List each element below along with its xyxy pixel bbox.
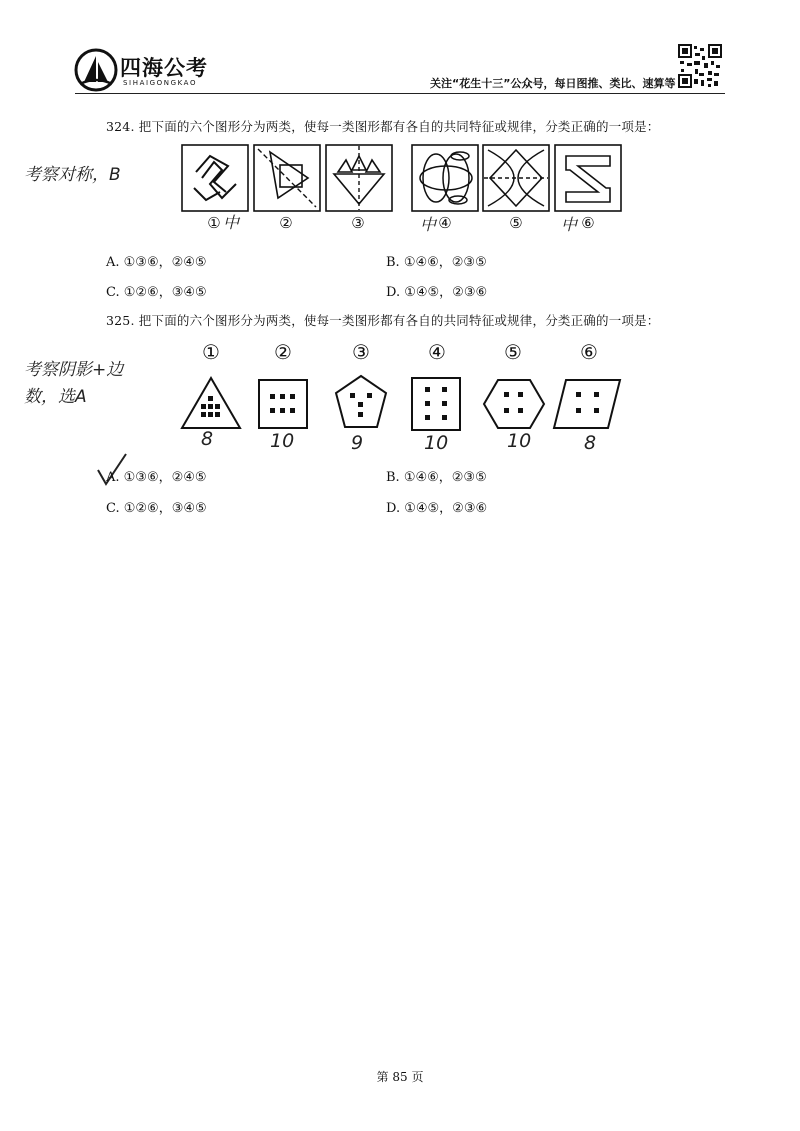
q324-mark-6: 中 — [561, 215, 578, 234]
q325-label-6: ⑥ — [580, 340, 598, 364]
q324-option-c: C. ①②⑥，③④⑤ — [106, 285, 207, 300]
q324-option-d: D. ①④⑤，②③⑥ — [386, 285, 488, 300]
q325-count-5: 10 — [507, 430, 532, 452]
q325-figure-6-parallelogram — [554, 380, 620, 428]
q325-option-c: C. ①②⑥，③④⑤ — [106, 501, 207, 516]
q325-count-2: 10 — [270, 430, 295, 452]
q325-count-3: 9 — [351, 432, 364, 454]
q325-option-a: A. ①③⑥，②④⑤ — [106, 470, 207, 485]
q324-option-a: A. ①③⑥，②④⑤ — [106, 255, 207, 270]
q324-label-5: ⑤ — [509, 214, 523, 232]
q325-label-1: ① — [202, 340, 220, 364]
brand-name: 四海公考 — [120, 56, 208, 80]
question-325-figures — [0, 0, 800, 460]
q324-option-b: B. ①④⑥，②③⑤ — [386, 255, 487, 270]
q325-label-2: ② — [274, 340, 292, 364]
q325-label-5: ⑤ — [504, 340, 522, 364]
q325-label-4: ④ — [428, 340, 446, 364]
q324-label-3: ③ — [351, 214, 365, 232]
q325-figure-2-square — [259, 380, 307, 428]
question-324-text: 324. 把下面的六个图形分为两类，使每一类图形都有各自的共同特征或规律，分类正确的一项是： — [106, 119, 660, 134]
header-note: 关注“花生十三”公众号，每日图推、类比、速算等 — [430, 77, 676, 90]
q325-option-d: D. ①④⑤，②③⑥ — [386, 501, 488, 516]
q325-figure-3-pentagon — [336, 376, 386, 427]
q324-label-6: ⑥ — [581, 214, 595, 232]
handwritten-note-325-line2: 数，选A — [24, 387, 87, 407]
q324-label-1: ① — [207, 214, 221, 232]
brand-pinyin: SIHAIGONGKAO — [123, 79, 198, 87]
q325-count-6: 8 — [584, 432, 597, 454]
q324-label-4: ④ — [438, 214, 452, 232]
page-number: 第 85 页 — [376, 1070, 424, 1084]
q325-count-1: 8 — [201, 428, 214, 450]
q324-label-2: ② — [279, 214, 293, 232]
q325-label-3: ③ — [352, 340, 370, 364]
handwritten-note-324: 考察对称，B — [24, 165, 121, 185]
q325-option-b: B. ①④⑥，②③⑤ — [386, 470, 487, 485]
handwritten-note-325-line1: 考察阴影+边 — [24, 360, 124, 380]
q325-figure-4-rectangle — [412, 378, 460, 430]
q325-figure-5-hexagon — [484, 380, 544, 428]
q324-mark-1: 中 — [223, 213, 240, 232]
q325-figure-1-triangle — [182, 378, 240, 428]
q325-count-4: 10 — [424, 432, 449, 454]
q324-mark-4: 中 — [420, 215, 437, 234]
question-325-text: 325. 把下面的六个图形分为两类，使每一类图形都有各自的共同特征或规律，分类正确的一项是： — [106, 313, 660, 328]
